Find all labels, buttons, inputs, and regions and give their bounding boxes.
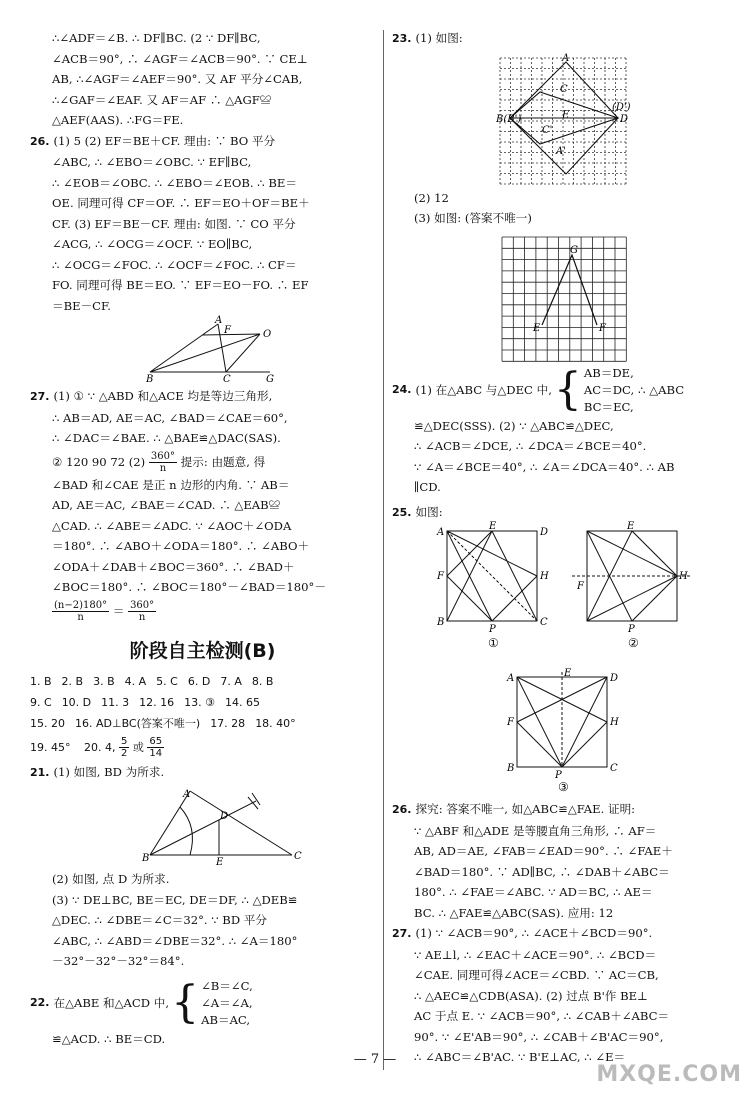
answer-item: 6. D bbox=[187, 674, 211, 688]
text-line: ∠ACG, ∴ ∠OCG＝∠OCF. ∵ EO∥BC, bbox=[52, 237, 253, 251]
answer-item: 9. C bbox=[30, 695, 52, 709]
q26-answer bbox=[30, 131, 375, 383]
text-line: 提示: 由题意, 得 bbox=[180, 454, 266, 469]
column-divider bbox=[383, 30, 384, 1070]
text-line: AB, ∴∠AGF＝∠AEF＝90°. 又 AF 平分∠CAB, bbox=[52, 72, 303, 86]
fraction-denominator: 2 bbox=[121, 748, 128, 759]
q25-answer bbox=[392, 502, 727, 796]
question-number: 24. bbox=[392, 382, 412, 396]
fraction bbox=[149, 451, 177, 474]
brace-line: AB＝AC, bbox=[201, 1012, 251, 1027]
text-line: －32°－32°－32°＝84°. bbox=[52, 954, 185, 968]
text-line: ≌△ACD. ∴ BE＝CD. bbox=[52, 1031, 166, 1046]
question-number: 22. bbox=[30, 995, 50, 1009]
fraction-numerator: 360° bbox=[150, 451, 175, 462]
page-number: — 7 — bbox=[353, 1052, 397, 1067]
answer-item: 13. ③ bbox=[184, 695, 216, 709]
answer-item: 4. A bbox=[124, 674, 147, 688]
answer-row bbox=[30, 713, 375, 734]
figure-label: G bbox=[266, 374, 274, 385]
text-line: ∴ ∠ACB＝∠DCE, ∴ ∠DCA＝∠BCE＝40°. bbox=[414, 439, 647, 453]
text-line: ∠ABC, ∴ ∠EBO＝∠OBC. ∵ EF∥BC, bbox=[52, 155, 252, 169]
q27-answer bbox=[30, 386, 375, 624]
text-line: (1) 如图, BD 为所求. bbox=[53, 764, 165, 779]
q21-figure bbox=[30, 787, 375, 868]
text-line: ∥CD. bbox=[414, 480, 441, 494]
q21-answer bbox=[30, 762, 375, 972]
text-line: ∴ ∠ABC＝∠B'AC. ∵ B'E⊥AC, ∴ ∠E＝ bbox=[414, 1050, 626, 1064]
figure-label: A bbox=[183, 789, 191, 800]
answer-item: 1. B bbox=[30, 674, 52, 688]
text-line: 180°. ∴ ∠FAE＝∠ABC. ∵ AD＝BC, ∴ AE＝ bbox=[414, 885, 653, 899]
figure-label: E bbox=[627, 521, 635, 532]
figure-caption: ② bbox=[628, 636, 639, 650]
answer-item: 15. 20 bbox=[30, 716, 65, 730]
figure-label: E bbox=[564, 668, 572, 679]
text-line: ∠BAD＝180°. ∵ AD∥BC, ∴ ∠DAB＋∠ABC＝ bbox=[414, 864, 670, 879]
figure-label: C bbox=[540, 617, 548, 628]
text-line: ∴ ∠EOB＝∠OBC. ∴ ∠EBO＝∠EOB. ∴ BE＝ bbox=[52, 175, 297, 190]
figure-label: H bbox=[540, 571, 549, 582]
fraction bbox=[119, 736, 129, 759]
text-line: ＝BE－CF. bbox=[52, 298, 111, 313]
text-line: ∵ ∠A＝∠BCE＝40°, ∴ ∠A＝∠DCA＝40°. ∴ AB bbox=[414, 459, 675, 474]
text-line: ∵ △ABF 和△ADE 是等腰直角三角形, ∴ AF＝ bbox=[414, 823, 657, 838]
answer-item: 8. B bbox=[251, 674, 274, 688]
q25-continuation bbox=[30, 28, 375, 131]
text-line: (2) 12 bbox=[414, 190, 449, 205]
figure-label: E bbox=[562, 109, 570, 121]
q27-answer-right bbox=[392, 923, 727, 1068]
section-title: 阶段自主检测(B) bbox=[129, 639, 276, 662]
question-number: 27. bbox=[30, 390, 50, 403]
text-line: ∴∠ADF＝∠B. ∴ DF∥BC. (2 ∵ DF∥BC, bbox=[52, 31, 261, 45]
figure-label: A bbox=[562, 52, 570, 64]
text-line: 在△ABE 和△ACD 中, bbox=[53, 995, 170, 1010]
figure-label: H bbox=[610, 717, 619, 728]
figure-label: F bbox=[437, 571, 444, 582]
text-line: 如图: bbox=[415, 504, 443, 519]
figure-label: F bbox=[599, 322, 606, 334]
watermark-logo: MXQE.COM bbox=[596, 1062, 742, 1087]
question-number: 21. bbox=[30, 765, 50, 779]
text-line: ② 120 90 72 (2) bbox=[52, 454, 146, 469]
text-line: 90°. ∵ ∠E'AB＝90°, ∴ ∠CAB＋∠B'AC＝90°, bbox=[414, 1029, 664, 1044]
answer-item: 3. B bbox=[93, 674, 115, 688]
figure-label: B bbox=[142, 853, 150, 864]
figure-label: D bbox=[610, 673, 619, 684]
fraction-denominator: n bbox=[159, 463, 167, 474]
figure-label: A' bbox=[556, 145, 566, 157]
text-line: (3) ∵ DE⊥BC, BE＝EC, DE＝DF, ∴ △DEB≌ bbox=[52, 892, 298, 907]
text-line: ∠ODA＋∠DAB＋∠BOC＝360°. ∴ ∠BAD＋ bbox=[52, 559, 295, 574]
figure-label: E bbox=[489, 521, 497, 532]
fraction-numerator: 65 bbox=[149, 736, 163, 747]
figure-label: A bbox=[437, 527, 445, 538]
figure-label: D bbox=[540, 527, 549, 538]
fraction bbox=[52, 600, 109, 623]
figure-label: C bbox=[223, 374, 231, 385]
answer-item: 14. 65 bbox=[225, 695, 261, 709]
text-line: AD, AE＝AC, ∠BAE＝∠CAD. ∴ △EAB≌ bbox=[52, 498, 281, 512]
question-number: 25. bbox=[392, 505, 412, 519]
brace-line: ∠A＝∠A, bbox=[201, 995, 253, 1010]
figure-label: C bbox=[294, 851, 302, 862]
brace-icon: { bbox=[553, 364, 582, 415]
figure-label: F bbox=[507, 717, 514, 728]
text-line: CF. (3) EF＝BE－CF. 理由: 如图. ∵ CO 平分 bbox=[52, 216, 296, 231]
answer-item: 12. 16 bbox=[139, 695, 175, 709]
q26-answer-right bbox=[392, 799, 727, 923]
text-line: ∴ ∠DAC＝∠BAE. ∴ △BAE≌△DAC(SAS). bbox=[52, 431, 281, 445]
right-column bbox=[392, 28, 727, 1068]
figure-label: A bbox=[507, 673, 515, 684]
q23-answer bbox=[392, 28, 727, 361]
question-number: 23. bbox=[392, 32, 412, 45]
q22-answer bbox=[30, 978, 375, 1050]
fraction bbox=[128, 600, 156, 623]
answer-item: 7. A bbox=[220, 674, 242, 688]
figure-caption: ① bbox=[488, 636, 499, 650]
q26-figure bbox=[30, 315, 375, 385]
figure-label: B bbox=[437, 617, 445, 628]
condition-brace bbox=[552, 365, 634, 416]
figure-caption: ③ bbox=[558, 780, 569, 794]
figure-label: C bbox=[560, 83, 568, 95]
text-line: (2) 如图, 点 D 为所求. bbox=[52, 872, 170, 886]
text-line: ∠ACB＝90°, ∴ ∠AGF＝∠ACB＝90°. ∵ CE⊥ bbox=[52, 51, 308, 66]
fraction-numerator: (n−2)180° bbox=[54, 600, 108, 611]
brace-icon: { bbox=[171, 977, 200, 1028]
text-line: ∴ △ABC bbox=[638, 382, 685, 397]
figure-label: H bbox=[679, 571, 688, 582]
figure-label: B bbox=[146, 374, 154, 385]
figure-label: E bbox=[533, 322, 541, 334]
text-line: BC. ∴ △FAE≌△ABC(SAS). 应用: 12 bbox=[414, 905, 614, 920]
text-line: ∠ABC, ∴ ∠ABD＝∠DBE＝32°. ∴ ∠A＝180° bbox=[52, 933, 298, 948]
text-line: △CAD. ∴ ∠ABE＝∠ADC. ∵ ∠AOC＋∠ODA bbox=[52, 518, 292, 533]
text-line: AB, AD＝AE, ∠FAB＝∠EAD＝90°. ∴ ∠FAE＋ bbox=[414, 844, 673, 858]
text-line: ∠BAD 和∠CAE 是正 n 边形的内角. ∵ AB＝ bbox=[52, 477, 290, 492]
text-line: ∵ AE⊥l, ∴ ∠EAC＋∠ACE＝90°. ∴ ∠BCD＝ bbox=[414, 947, 657, 962]
text-line: ∴ △AEC≌△CDB(ASA). (2) 过点 B'作 BE⊥ bbox=[414, 988, 648, 1003]
q25-square-figures bbox=[392, 521, 727, 795]
text-line: ∴ AB＝AD, AE＝AC, ∠BAD＝∠CAE＝60°, bbox=[52, 410, 288, 425]
text-line: (1) ∵ ∠ACB＝90°, ∴ ∠ACE＋∠BCD＝90°. bbox=[415, 926, 653, 940]
answer-connector: 或 bbox=[132, 740, 144, 754]
figure-label: D bbox=[220, 811, 229, 822]
fraction-denominator: 14 bbox=[149, 748, 163, 759]
left-column bbox=[30, 28, 375, 1049]
question-number: 26. bbox=[30, 134, 50, 148]
answer-row bbox=[30, 692, 375, 713]
figure-label: P bbox=[628, 624, 635, 635]
q23-grid-figure-1 bbox=[392, 54, 727, 184]
condition-brace bbox=[169, 978, 253, 1029]
figure-label: B(B') bbox=[496, 113, 522, 125]
figure-label: A bbox=[215, 315, 223, 326]
text-line: ∠BOC＝180°. ∴ ∠BOC＝180°－∠BAD＝180°－ bbox=[52, 580, 326, 594]
equals-sign: ＝ bbox=[112, 603, 125, 618]
answer-item: 16. AD⊥BC(答案不唯一) bbox=[75, 716, 201, 730]
answer-row bbox=[30, 734, 375, 762]
brace-line: AB＝DE, bbox=[583, 365, 634, 380]
text-line: (1) 在△ABC 与△DEC 中, bbox=[415, 382, 552, 397]
text-line: OE. 同理可得 CF＝OF. ∴ EF＝EO＋OF＝BE＋ bbox=[52, 196, 310, 210]
figure-label: F bbox=[577, 581, 584, 592]
answer-item: 2. B bbox=[61, 674, 84, 688]
text-line: (1) ① ∵ △ABD 和△ACE 均是等边三角形, bbox=[53, 389, 273, 403]
text-line: AC 于点 E. ∵ ∠ACB＝90°, ∴ ∠CAB＋∠ABC＝ bbox=[414, 1009, 670, 1023]
figure-label: O bbox=[263, 329, 272, 340]
answer-item: 5. C bbox=[156, 674, 178, 688]
text-line: ＝180°. ∴ ∠ABO＋∠ODA＝180°. ∴ ∠ABO＋ bbox=[52, 539, 310, 553]
answer-row bbox=[30, 671, 375, 692]
question-number: 26. bbox=[392, 803, 412, 816]
q24-answer bbox=[392, 365, 727, 498]
question-number: 27. bbox=[392, 927, 412, 940]
figure-label: F bbox=[224, 325, 231, 336]
figure-label: E bbox=[216, 857, 224, 868]
fraction-numerator: 5 bbox=[121, 736, 128, 747]
fraction-denominator: n bbox=[138, 612, 146, 623]
answer-item: 18. 40° bbox=[255, 716, 296, 730]
text-line: 探究: 答案不唯一, 如△ABC≌△FAE. 证明: bbox=[415, 802, 636, 816]
answer-item: 17. 28 bbox=[210, 716, 246, 730]
figure-label: C bbox=[610, 763, 618, 774]
figure-label: P bbox=[489, 624, 496, 635]
text-line: △DEC. ∴ ∠DBE＝∠C＝32°. ∵ BD 平分 bbox=[52, 913, 267, 927]
fraction-denominator: n bbox=[77, 612, 84, 623]
figure-label: (D') bbox=[612, 101, 631, 113]
answer-item: 19. 45° bbox=[30, 740, 71, 754]
text-line: ∠CAE. 同理可得∠ACE＝∠CBD. ∵ AC＝CB, bbox=[414, 968, 659, 982]
brace-line: AC＝DC, bbox=[583, 382, 635, 397]
text-line: (1) 如图: bbox=[415, 31, 463, 45]
figure-label: D bbox=[620, 113, 629, 125]
q23-grid-figure-2 bbox=[392, 233, 727, 361]
answer-key bbox=[30, 671, 375, 762]
figure-label: G bbox=[570, 244, 578, 256]
figure-label: P bbox=[555, 770, 562, 781]
figure-label: B bbox=[507, 763, 515, 774]
text-line: ∴ ∠OCG＝∠FOC. ∴ ∠OCF＝∠FOC. ∴ CF＝ bbox=[52, 257, 297, 272]
brace-line: BC＝EC, bbox=[583, 399, 634, 414]
fraction-numerator: 360° bbox=[130, 600, 155, 611]
text-line: ≌△DEC(SSS). (2) ∵ △ABC≌△DEC, bbox=[414, 418, 614, 433]
brace-line: ∠B＝∠C, bbox=[201, 978, 253, 993]
text-line: △AEF(AAS). ∴FG＝FE. bbox=[52, 113, 184, 127]
text-line: (1) 5 (2) EF＝BE＋CF. 理由: ∵ BO 平分 bbox=[53, 133, 276, 148]
text-line: ∴∠GAF＝∠EAF. 又 AF＝AF ∴ △AGF≌ bbox=[52, 92, 272, 107]
text-line: FO. 同理可得 BE＝EO. ∵ EF＝EO－FO. ∴ EF bbox=[52, 278, 309, 292]
answer-item: 10. D bbox=[61, 695, 92, 709]
text-line: (3) 如图: (答案不唯一) bbox=[414, 211, 532, 225]
fraction bbox=[147, 736, 164, 759]
figure-label: C' bbox=[542, 124, 553, 136]
answer-item: 20. 4, bbox=[84, 740, 116, 754]
answer-item: 11. 3 bbox=[101, 695, 130, 709]
